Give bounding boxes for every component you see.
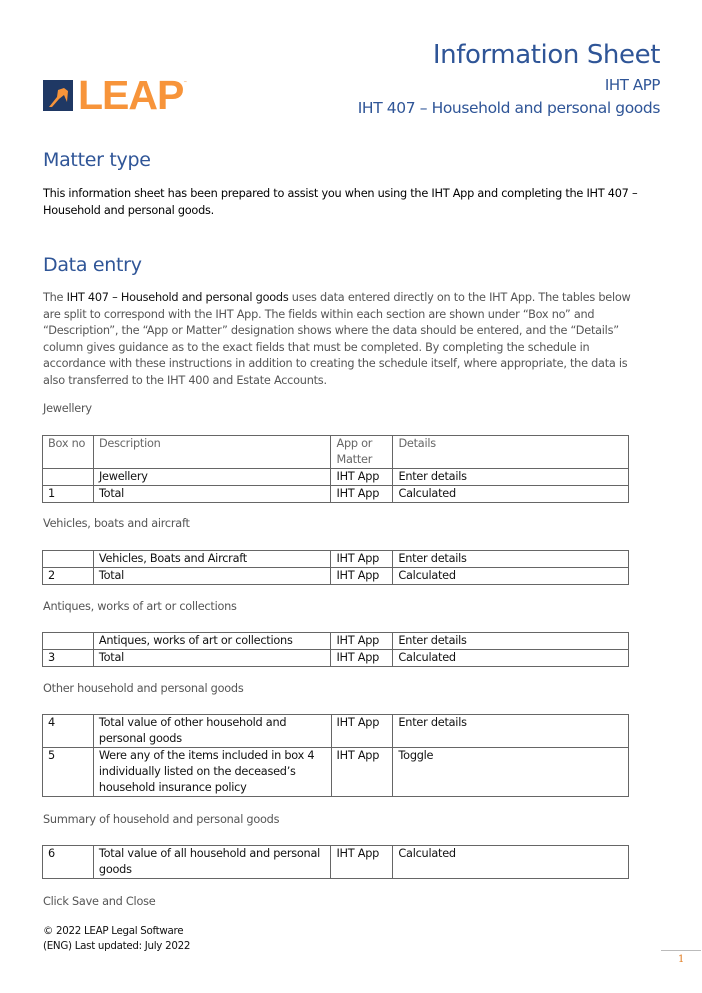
antiques-table xyxy=(42,632,629,667)
section-caption-summary: Summary of household and personal goods xyxy=(43,813,280,826)
table-row xyxy=(43,486,629,503)
cell-description: Were any of the items included in box 4 individually listed on the deceased’s household insurance policy xyxy=(93,748,331,797)
cell-box: 3 xyxy=(43,650,94,667)
section-caption-vehicles: Vehicles, boats and aircraft xyxy=(43,517,190,530)
table-row xyxy=(43,469,629,486)
cell-description: Jewellery xyxy=(93,469,331,486)
table-header-row xyxy=(43,436,629,469)
cell-description: Vehicles, Boats and Aircraft xyxy=(93,551,331,568)
page-subtitle-app: IHT APP xyxy=(604,76,660,94)
header-details: Details xyxy=(393,436,629,469)
closing-instruction: Click Save and Close xyxy=(43,895,156,908)
footer xyxy=(43,924,190,953)
cell-details: Calculated xyxy=(393,846,629,879)
vehicles-table xyxy=(42,550,629,585)
copyright-text: © 2022 LEAP Legal Software xyxy=(43,925,184,937)
cell-details: Calculated xyxy=(393,486,629,503)
trademark-mark: ™ xyxy=(183,80,188,85)
cell-description: Antiques, works of art or collections xyxy=(93,633,331,650)
last-updated-text: (ENG) Last updated: July 2022 xyxy=(43,939,191,952)
cell-app: IHT App xyxy=(331,650,393,667)
matter-type-body: This information sheet has been prepared to assist you when using the IHT App and completing the IHT 407 – Household and personal goods. xyxy=(43,187,638,217)
cell-app: IHT App xyxy=(331,633,393,650)
table-row xyxy=(43,568,629,585)
header-description: Description xyxy=(93,436,331,469)
cell-box: 1 xyxy=(43,486,94,503)
section-caption-jewellery: Jewellery xyxy=(43,402,92,415)
cell-description: Total value of all household and personal goods xyxy=(93,846,331,879)
cell-description: Total xyxy=(93,486,331,503)
page-subtitle-form: IHT 407 – Household and personal goods xyxy=(357,99,660,117)
table-row xyxy=(43,650,629,667)
cell-description: Total value of other household and personal goods xyxy=(93,715,331,748)
cell-box: 5 xyxy=(43,748,94,797)
cell-details: Enter details xyxy=(393,633,629,650)
cell-box xyxy=(43,469,94,486)
cell-app: IHT App xyxy=(331,846,393,879)
form-name-emphasis: IHT 407 – Household and personal goods xyxy=(66,291,289,304)
summary-table xyxy=(42,845,629,879)
cell-box xyxy=(43,633,94,650)
cell-app: IHT App xyxy=(331,469,393,486)
section-caption-other-goods: Other household and personal goods xyxy=(43,682,244,695)
cell-details: Calculated xyxy=(393,568,629,585)
data-entry-body xyxy=(43,290,643,389)
body-prefix: The xyxy=(43,291,67,304)
page-number: 1 xyxy=(678,954,685,965)
cell-app: IHT App xyxy=(331,486,393,503)
page-title: Information Sheet xyxy=(432,40,660,70)
cell-box xyxy=(43,551,94,568)
header-app-or-matter: App or Matter xyxy=(331,436,393,469)
section-caption-antiques: Antiques, works of art or collections xyxy=(43,600,237,613)
table-row xyxy=(43,846,629,879)
cell-description: Total xyxy=(93,650,331,667)
other-goods-table xyxy=(42,714,629,797)
cell-app: IHT App xyxy=(331,748,393,797)
cell-box: 2 xyxy=(43,568,94,585)
leap-logo-text: LEAP xyxy=(78,72,184,118)
jewellery-table xyxy=(42,435,629,503)
body-rest: uses data entered directly on to the IHT App. The tables below are split to correspond with the IHT App. The fields within each section are shown under “Box no” and “Description”, the “App or Matter” designation shows where the data should be entered, and the “Details” column gives guidance as to the exact fields that must be completed. By completing the schedule in accordance with these instructions in addition to creating the schedule itself, where appropriate, the data is also transferred to the IHT 400 and Estate Accounts. xyxy=(43,291,631,387)
cell-description: Total xyxy=(93,568,331,585)
cell-details: Toggle xyxy=(393,748,629,797)
table-row xyxy=(43,748,629,797)
leap-logo xyxy=(43,72,188,118)
table-row xyxy=(43,633,629,650)
cell-box: 6 xyxy=(43,846,94,879)
leap-logo-mark-icon xyxy=(43,80,73,111)
page-number-divider xyxy=(661,950,701,951)
cell-app: IHT App xyxy=(331,568,393,585)
cell-details: Enter details xyxy=(393,715,629,748)
table-row xyxy=(43,715,629,748)
cell-details: Enter details xyxy=(393,551,629,568)
data-entry-heading: Data entry xyxy=(43,254,142,276)
cell-details: Enter details xyxy=(393,469,629,486)
cell-box: 4 xyxy=(43,715,94,748)
cell-details: Calculated xyxy=(393,650,629,667)
header-box-no: Box no xyxy=(43,436,94,469)
table-row xyxy=(43,551,629,568)
matter-type-heading: Matter type xyxy=(43,149,151,171)
cell-app: IHT App xyxy=(331,715,393,748)
cell-app: IHT App xyxy=(331,551,393,568)
